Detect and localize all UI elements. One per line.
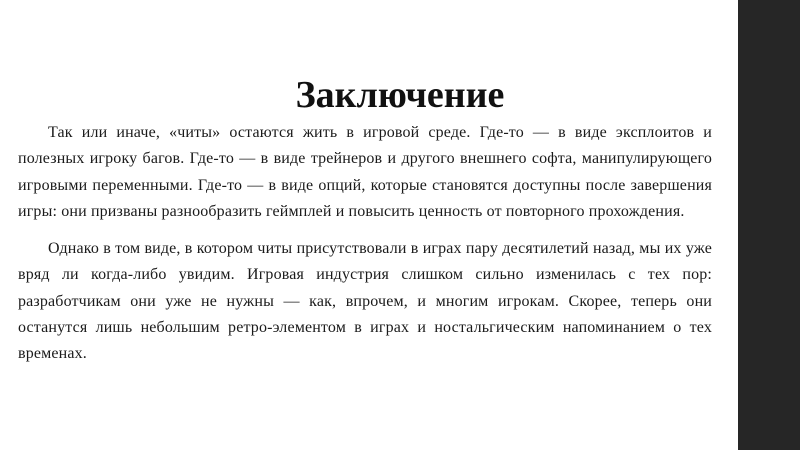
slide-title: Заключение [295,74,505,116]
paragraph-2: Однако в том виде, в котором читы присутствовали в играх пару десятилетий назад, мы их уже вряд ли когда-либо увидим. Игровая индустрия слишком сильно изменилась с тех пор: разработчикам они уже не нужны — как, впрочем, и многим игрокам. Скорее, теперь они останутся лишь небольшим ретро-элементом в играх и ностальгическим напоминанием о тех временах. [18,240,712,363]
paragraph-1: Так или иначе, «читы» остаются жить в игровой среде. Где-то — в виде эксплоитов и полезных игроку багов. Где-то — в виде трейнеров и другого внешнего софта, манипулирующего игровыми переменными. Где-то — в виде опций, которые становятся доступны после завершения игры: они призваны разнообразить геймплей и повысить ценность от повторного прохождения. [18,124,712,220]
side-bar [738,0,800,450]
